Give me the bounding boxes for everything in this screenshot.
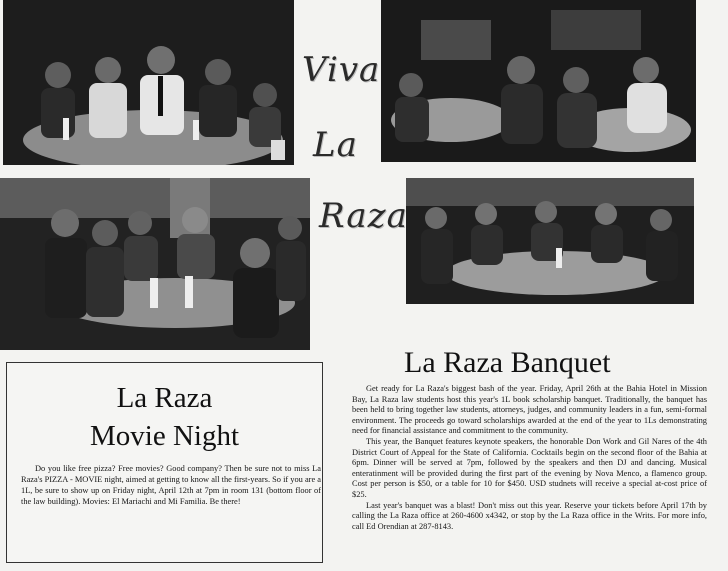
- movie-night-title-line1: La Raza: [116, 382, 213, 414]
- banquet-paragraph: This year, the Banquet features keynote speakers, the honorable Don Work and Gil Nares of the 4th District Court of Appeal for the State of California. Cocktails begin on the second floor of the Bahia at 6pm. Dinner will be served at 7pm, followed by the speakers and then DJ and dancing. Musical enteratinment will be provided during the first part of the evening by Nova Menco, a flamenco group. Cost per person is $50, or a table for 10 for $450. USD studnets will receive a special at-cost price of $25.: [352, 436, 707, 499]
- photo-banquet-crowd: [381, 0, 696, 162]
- script-word-raza: Raza: [319, 196, 408, 236]
- banquet-body: [352, 384, 707, 532]
- movie-night-title: [7, 379, 322, 455]
- photo-group-seated-table: [0, 178, 310, 350]
- movie-night-article: [6, 362, 323, 563]
- movie-night-title-line2: Movie Night: [89, 420, 240, 452]
- banquet-title: La Raza Banquet: [404, 346, 611, 379]
- banquet-paragraph: Get ready for La Raza's biggest bash of the year. Friday, April 26th at the Bahia Hotel in Mission Bay, La Raza law students host this year's 1L book scholarship banquet. Traditionally, the banquet has been held to bring together law students, attorneys, judges, and community leaders in a fun, semi-formal environment. The proceeds go toward scholarships awarded at the end of the year to 1Ls demonstrating need for financial assistance and commitment to the community.: [352, 384, 707, 436]
- movie-night-body: Do you like free pizza? Free movies? Good company? Then be sure not to miss La Raza's PIZZA - MOVIE night, aimed at getting to know all the first-years. So if you are a 1L, be sure to show up on Friday night, April 12th at 7pm in room 131 (bottom floor of the law building). Movies: El Mariachi and Mi Familia. Be there!: [21, 464, 321, 506]
- script-word-viva: Viva: [302, 50, 381, 90]
- script-word-la: La: [313, 125, 358, 165]
- banquet-paragraph: Last year's banquet was a blast! Don't miss out this year. Reserve your tickets before April 17th by calling the La Raza office at 260-4600 x4342, or stop by the La Raza office in the Writs. For more info, call Ed Orendian at 287-8143.: [352, 500, 707, 531]
- photo-group-round-table: [406, 178, 694, 304]
- photo-group-dinner-table: [3, 0, 294, 165]
